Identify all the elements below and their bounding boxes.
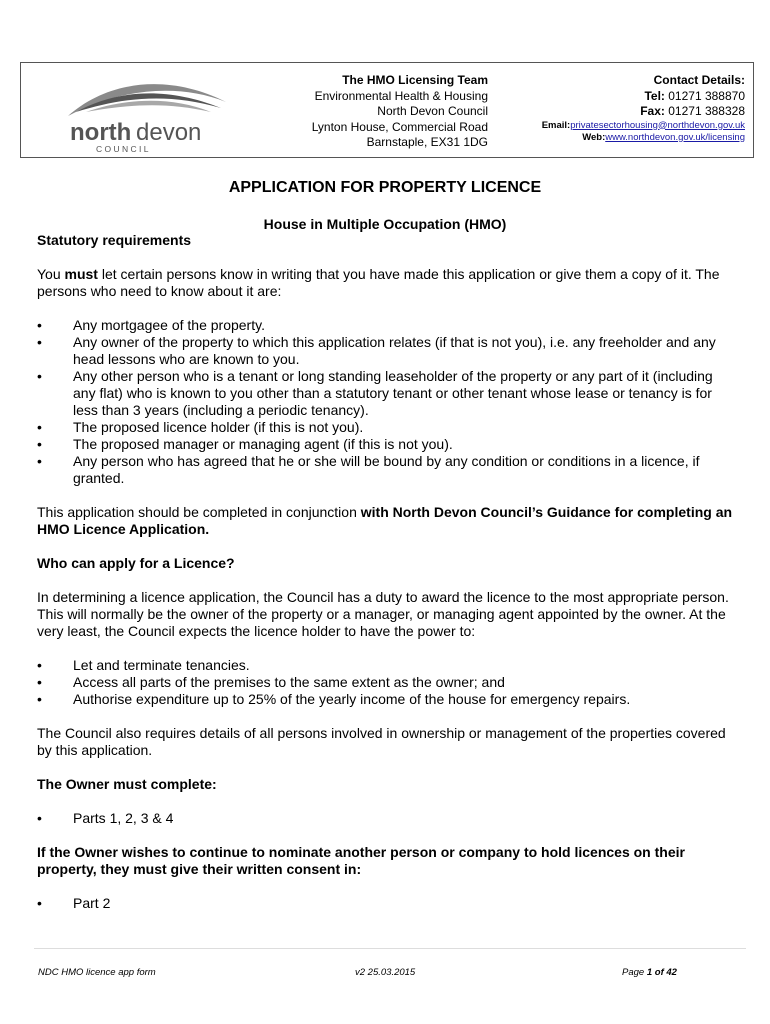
nominate-heading: If the Owner wishes to continue to nominate another person or company to hold licences on their property, they must give their written consent in: [37, 844, 685, 877]
team-address [270, 73, 488, 151]
footer-version: v2 25.03.2015 [355, 967, 416, 978]
owner-heading: The Owner must complete: [37, 776, 217, 792]
list-item: • Let and terminate tenancies. [37, 657, 250, 673]
owner-list [37, 810, 737, 827]
list-item: • The proposed licence holder (if this is not you). [37, 419, 364, 435]
logo-devon-text: devon [136, 119, 202, 146]
council-paragraph: The Council also requires details of all persons involved in ownership or management of the properties covered by this application. [37, 725, 726, 758]
footer-divider [34, 948, 746, 949]
nominate-list [37, 895, 737, 912]
tel-label: Tel: [644, 88, 665, 103]
document-body [37, 232, 737, 912]
contact-details [500, 73, 745, 144]
intro-paragraph: You must let certain persons know in writing that you have made this application or give them a copy of it. The persons who need to know about it are: [37, 266, 720, 299]
guidance-paragraph: This application should be completed in conjunction with North Devon Council’s Guidance for completing an HMO Licence Application. [37, 504, 733, 537]
team-line1: Environmental Health & Housing [314, 88, 488, 103]
list-item: • Any person who has agreed that he or she will be bound by any condition or conditions in a licence, if granted. [37, 453, 700, 486]
team-line2: North Devon Council [377, 104, 488, 118]
list-item: • Part 2 [37, 895, 111, 911]
email-label: Email: [541, 119, 571, 131]
intro-must: must [64, 266, 98, 282]
powers-list [37, 657, 737, 708]
list-item: • Parts 1, 2, 3 & 4 [37, 810, 174, 826]
list-item: • Authorise expenditure up to 25% of the yearly income of the house for emergency repairs. [37, 691, 631, 707]
email-link[interactable]: privatesectorhousing@northdevon.gov.uk [570, 119, 745, 131]
web-label: Web: [582, 131, 606, 143]
team-line4: Barnstaple, EX31 1DG [366, 135, 488, 149]
web-link[interactable]: www.northdevon.gov.uk/licensing [605, 131, 745, 143]
list-item: • Access all parts of the premises to the same extent as the owner; and [37, 674, 505, 690]
statutory-heading: Statutory requirements [37, 232, 192, 248]
list-item: • Any other person who is a tenant or long standing leaseholder of the property or any part of it (including any flat) who is known to you other than a statutory tenant or other tenant whose lease or tenancy is for less than 3 years (including a periodic tenancy). [37, 368, 713, 418]
list-item: • Any owner of the property to which this application relates (if that is not you), i.e. any freeholder and any head lessons who are known to you. [37, 334, 716, 367]
who-heading: Who can apply for a Licence? [37, 555, 235, 571]
logo-council-text: C O U N C I L [96, 144, 149, 154]
team-name: The HMO Licensing Team [342, 73, 488, 87]
persons-list [37, 317, 737, 487]
tel-value: 01271 388870 [668, 88, 745, 103]
who-paragraph: In determining a licence application, the Council has a duty to award the licence to the most appropriate person. This will normally be the owner of the property or a manager, or managing agent appointed by the owner. At the very least, the Council expects the licence holder to have the power to: [37, 589, 729, 639]
north-devon-council-logo [46, 72, 246, 158]
team-line3: Lynton House, Commercial Road [311, 119, 488, 134]
contact-heading: Contact Details: [653, 73, 745, 87]
fax-label: Fax: [640, 104, 665, 118]
list-item: • Any mortgagee of the property. [37, 317, 265, 333]
footer-form-name: NDC HMO licence app form [38, 967, 156, 978]
footer-page-number: Page 1 of 42 [622, 967, 677, 978]
logo-north-text: north [70, 119, 132, 146]
list-item: • The proposed manager or managing agent (if this is not you). [37, 436, 453, 452]
page-title: APPLICATION FOR PROPERTY LICENCE [228, 179, 542, 196]
page-subtitle: House in Multiple Occupation (HMO) [263, 216, 507, 232]
guidance-bold: with North Devon Council’s Guidance for completing an HMO Licence Application. [37, 504, 733, 537]
fax-value: 01271 388328 [668, 104, 745, 118]
